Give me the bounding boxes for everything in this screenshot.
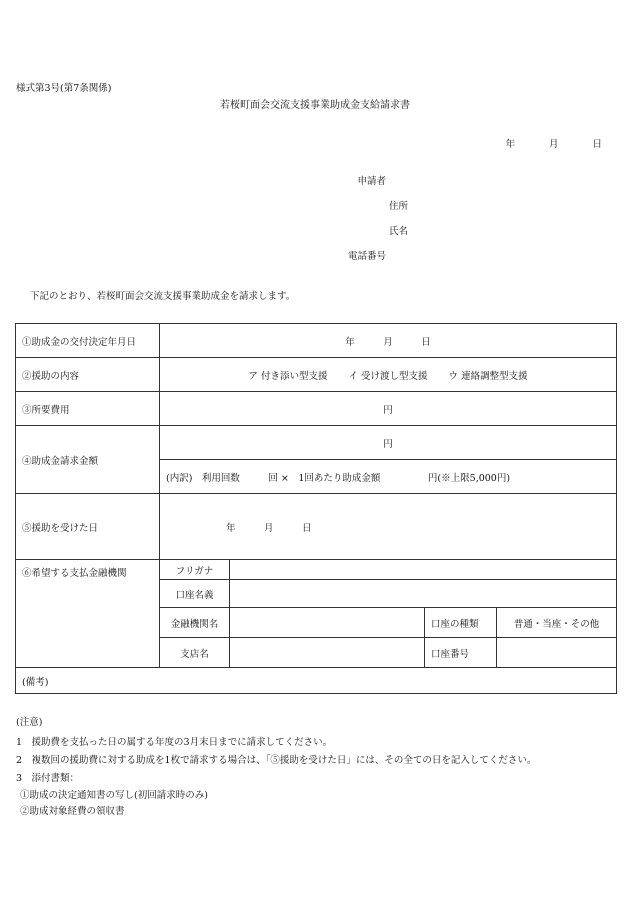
account-number-field[interactable] xyxy=(497,638,617,668)
submission-date xyxy=(402,140,602,150)
date-day-label: 日 xyxy=(592,139,602,150)
notes-heading: (注意) xyxy=(16,717,43,728)
aid-received-date-label: ⑤援助を受けた日 xyxy=(16,494,160,560)
branch-name-label: 支店名 xyxy=(160,638,230,668)
request-statement: 下記のとおり、若桜町面会交流支援事業助成金を請求します。 xyxy=(30,291,296,302)
bank-name-field[interactable] xyxy=(230,608,425,638)
furigana-field[interactable] xyxy=(230,560,617,580)
table-row xyxy=(16,494,617,560)
account-number-label: 口座番号 xyxy=(425,638,497,668)
table-row xyxy=(16,358,617,392)
note-3-item-2: ②助成対象経費の領収書 xyxy=(20,806,125,817)
furigana-label: フリガナ xyxy=(160,560,230,580)
bank-label: ⑥希望する支払金融機関 xyxy=(16,560,160,668)
account-name-label: 口座名義 xyxy=(160,580,230,608)
aid-content-options xyxy=(160,358,617,392)
application-table xyxy=(15,323,617,694)
account-type-options[interactable]: 普通・当座・その他 xyxy=(497,608,617,638)
applicant-address-label: 住所 xyxy=(388,201,408,212)
aid-type-escort[interactable]: ア 付き添い型支援 xyxy=(248,370,328,382)
bank-name-label: 金融機関名 xyxy=(160,608,230,638)
decision-date-label: ①助成金の交付決定年月日 xyxy=(16,324,160,358)
applicant-name-label: 氏名 xyxy=(388,226,408,237)
note-1: 1 援助費を支払った日の属する年度の3月末日までに請求してください。 xyxy=(16,737,333,748)
amount-breakdown-field[interactable]: (内訳) 利用回数 回 × 1回あたり助成金額 円(※上限5,000円) xyxy=(160,460,617,494)
document-title: 若桜町面会交流支援事業助成金支給請求書 xyxy=(220,100,410,111)
account-name-field[interactable] xyxy=(230,580,617,608)
aid-received-date-field[interactable]: 年 月 日 xyxy=(160,494,617,560)
form-number: 様式第3号(第7条関係) xyxy=(16,83,112,94)
aid-content-label: ②援助の内容 xyxy=(16,358,160,392)
date-month-label: 月 xyxy=(548,139,559,150)
applicant-label: 申請者 xyxy=(357,176,386,187)
note-3: 3 添付書類： xyxy=(16,773,80,784)
decision-date-field[interactable]: 年 月 日 xyxy=(160,324,617,358)
required-cost-label: ③所要費用 xyxy=(16,392,160,426)
remarks-field[interactable]: (備考) xyxy=(16,668,617,694)
note-3-item-1: ①助成の決定通知書の写し(初回請求時のみ) xyxy=(20,790,208,801)
requested-amount-label: ④助成金請求金額 xyxy=(16,426,160,494)
note-2: 2 複数回の援助費に対する助成を1枚で請求する場合は、「⑤援助を受けた日」には、その全ての日を記入してください。 xyxy=(16,755,537,766)
table-row xyxy=(16,560,617,580)
branch-name-field[interactable] xyxy=(230,638,425,668)
applicant-phone-label: 電話番号 xyxy=(347,251,386,262)
table-row xyxy=(16,324,617,358)
aid-type-liaison[interactable]: ウ 連絡調整型支援 xyxy=(448,370,528,382)
table-row xyxy=(16,668,617,694)
required-cost-field[interactable]: 円 xyxy=(160,392,617,426)
applicant-block xyxy=(338,177,408,277)
account-type-label: 口座の種類 xyxy=(425,608,497,638)
aid-type-handover[interactable]: イ 受け渡し型支援 xyxy=(348,370,428,382)
requested-amount-field[interactable]: 円 xyxy=(160,426,617,460)
table-row xyxy=(16,392,617,426)
date-year-label: 年 xyxy=(505,139,515,150)
table-row xyxy=(16,426,617,460)
